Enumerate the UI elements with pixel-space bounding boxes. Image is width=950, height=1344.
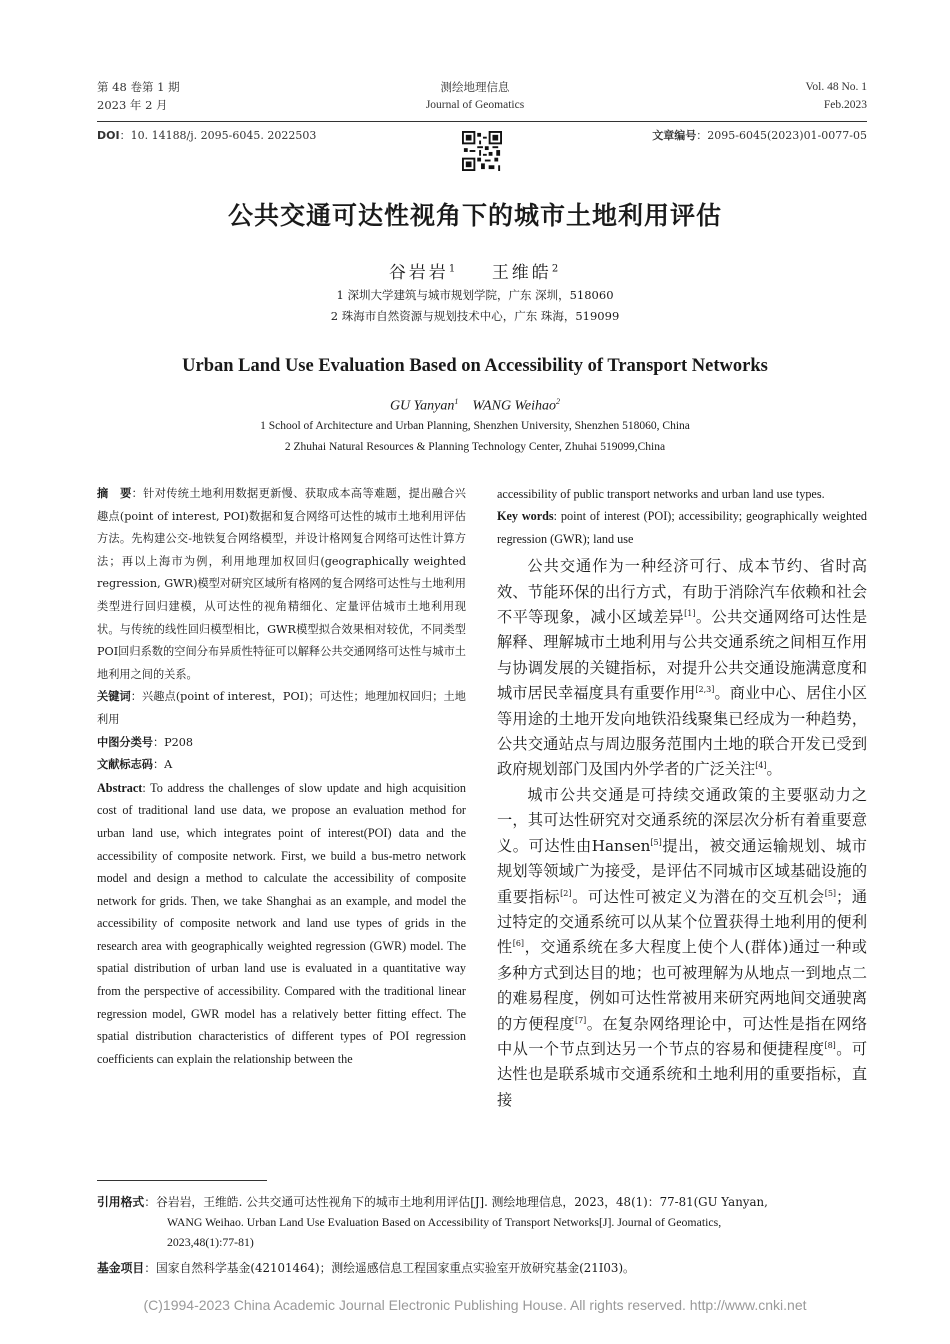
article-number: 文章编号：2095-6045(2023)01-0077-05 <box>652 129 867 142</box>
copyright-notice: (C)1994-2023 China Academic Journal Electronic Publishing House. All rights reserved. http://www.cnki.net <box>143 1297 807 1313</box>
right-column <box>497 483 867 1113</box>
footnote-rule <box>97 1180 267 1181</box>
header-rule <box>97 121 867 122</box>
authors: 谷岩岩$^1$ 王维皓$^2$ <box>388 263 562 283</box>
keywords-en: Key words: point of interest (POI); accessibility; geographically weighted regression (GWR); land use <box>497 509 867 546</box>
volume-issue-en: Vol. 48 No. 1 Feb.2023 <box>805 81 867 111</box>
left-column <box>97 483 466 1070</box>
funding: 基金项目：国家自然科学基金(42101464)；测绘遥感信息工程国家重点实验室开放研究基金(21I03)。 <box>97 1261 635 1275</box>
qr-code-icon <box>462 131 502 171</box>
journal-name: 测绘地理信息 Journal of Geomatics <box>425 80 525 111</box>
body-paragraph-1: 公共交通作为一种经济可行、成本节约、省时高效、节能环保的出行方式，有助于消除汽车依赖和社会不平等现象，减小区域差异[1]。公共交通网络可达性是解释、理解城市土地利用与公共交通系统之间相互作用与协调发展的关键指标，对提升公共交通设施满意度和城市居民幸福度具有重要作用[2,3]。商业中心、居住小区等用途的土地开发向地铁沿线聚集已经成为一种趋势，公共交通站点与周边服务范围内土地的联合开发已受到政府规划部门及国内外学者的广泛关注[4]。 <box>497 557 868 779</box>
doi: DOI：10. 14188/j. 2095-6045. 2022503 <box>97 129 317 142</box>
page-title: 公共交通可达性视角下的城市土地利用评估 <box>227 201 722 230</box>
abstract-en: Abstract: To address the challenges of slow update and high acquisition cost of traditional land use data, we propose an evaluation method for urban land use, which integrates point of interest(POI) data and the accessibility of composite network. First, we build a bus-metro network model and design a method to calculate the accessibility of composite network for grids. Then, we take Shanghai as an example, and model the accessibility of composite network and land use types of grids in the research area with geographically weighted regression (GWR) model. The spatial distribution of urban land use is evaluated in a quantitative way from the perspective of accessibility. Compared with the traditional linear regression model, GWR model has a relatively better fitting effect. The spatial distribution characteristics of different types of POI regression coefficients can explain the relationship between the <box>97 780 466 1066</box>
volume-issue: 第 48 卷第 1 期 2023 年 2 月 <box>97 80 180 112</box>
english-affiliation-1: 1 School of Architecture and Urban Planning, Shenzhen University, Shenzhen 518060, China <box>260 420 690 432</box>
body-paragraph-2: 城市公共交通是可持续交通政策的主要驱动力之一，其可达性研究对交通系统的深层次分析有着重要意义。可达性由Hansen[5]提出，被交通运输规划、城市规划等领域广为接受，是评估不同城市区域基础设施的重要指标[2]。可达性可被定义为潜在的交互机会[5]；通过特定的交通系统可以从某个位置获得土地利用的便利性[6]，交通系统在多大程度上使个人(群体)通过一种或多种方式到达目的地；也可被理解为从地点一到地点二的难易程度，例如可达性常被用来研究两地间交通驶离的方便程度[7]。在复杂网络理论中，可达性是指在网络中从一个节点到达另一个节点的容易和便捷程度[8]。可达性也是联系城市交通系统和土地利用的重要指标，直接 <box>497 785 868 1109</box>
clc-number: 中图分类号：P208 <box>97 735 194 749</box>
english-affiliation-2: 2 Zhuhai Natural Resources & Planning Technology Center, Zhuhai 519099,China <box>284 441 666 453</box>
affiliation-1: 1 深圳大学建筑与城市规划学院，广东 深圳，518060 <box>336 288 614 302</box>
english-authors: GU Yanyan$^1$ WANG Weihao$^2$ <box>389 397 561 414</box>
abstract-en-continued: accessibility of public transport networks and urban land use types. <box>497 487 825 501</box>
abstract-cn: 摘 要：针对传统土地利用数据更新慢、获取成本高等难题，提出融合兴趣点(point of interest, POI)数据和复合网络可达性的城市土地利用评估方法。先构建公交-地铁复合网络模型，并设计格网复合网络可达性计算方法；再以上海市为例，利用地理加权回归(geographically weighted regression, GWR)模型对研究区域所有格网的复合网络可达性与土地利用类型进行回归建模，从可达性的视角精细化、定量评估城市土地利用现状。与传统的线性回归模型相比，GWR模型拟合效果相对较优，不同类型POI回归系数的空间分布异质性特征可以解释公共交通网络可达性与城市土地利用之间的关系。 <box>97 487 466 681</box>
affiliation-2: 2 珠海市自然资源与规划技术中心，广东 珠海，519099 <box>330 309 620 323</box>
english-title: Urban Land Use Evaluation Based on Accessibility of Transport Networks <box>182 356 768 376</box>
keywords-cn: 关键词：兴趣点(point of interest，POI)；可达性；地理加权回归；土地利用 <box>97 690 466 726</box>
document-code: 文献标志码：A <box>97 758 173 772</box>
citation-format: 引用格式：谷岩岩，王维皓. 公共交通可达性视角下的城市土地利用评估[J]. 测绘地理信息，2023，48(1)：77-81(GU Yanyan, WANG Weihao. Urban Land Use Evaluation Based on Accessibility of Transport Networks[J]. Journal of Geomatics, 2023,48(1):77-81) <box>97 1195 768 1249</box>
